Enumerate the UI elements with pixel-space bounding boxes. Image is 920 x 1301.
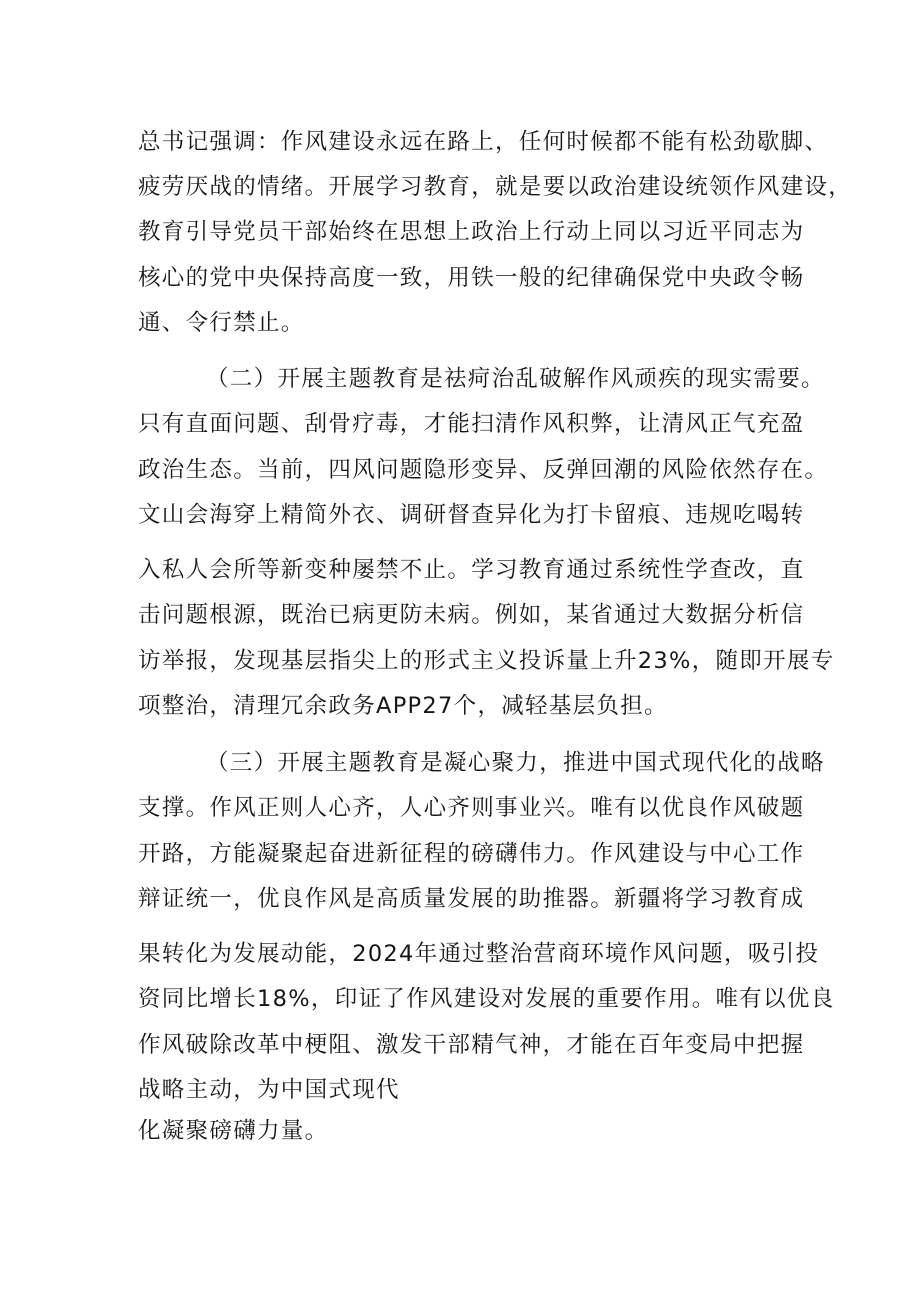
text-line-17: 辩证统一，优良作风是高质量发展的助推器。新疆将学习教育成 — [138, 886, 805, 912]
text-line-22: 化凝聚磅礴力量。 — [138, 1118, 329, 1144]
text-line-18: 果转化为发展动能，2024年通过整治营商环境作风问题，吸引投 — [138, 941, 820, 967]
text-line-7: 只有直面问题、刮骨疗毒，才能扫清作风积弊，让清风正气充盈 — [138, 411, 805, 437]
text-line-19: 资同比增长18%，印证了作风建设对发展的重要作用。唯有以优良 — [138, 986, 835, 1012]
text-line-13: 项整治，清理冗余政务APP27个，减轻基层负担。 — [138, 693, 668, 719]
text-line-1: 总书记强调：作风建设永远在路上，任何时候都不能有松劲歇脚、 — [138, 129, 829, 155]
text-line-11: 击问题根源，既治已病更防未病。例如，某省通过大数据分析信 — [138, 602, 805, 628]
text-line-5: 通、令行禁止。 — [138, 310, 305, 336]
text-line-20: 作风破除改革中梗阻、激发干部精气神，才能在百年变局中把握 — [138, 1032, 805, 1058]
text-line-12: 访举报，发现基层指尖上的形式主义投诉量上升23%，随即开展专 — [138, 648, 835, 674]
text-line-8: 政治生态。当前，四风问题隐形变异、反弹回潮的风险依然存在。 — [138, 457, 829, 483]
text-line-4: 核心的党中央保持高度一致，用铁一般的纪律确保党中央政令畅 — [138, 265, 805, 291]
text-line-16: 开路，方能凝聚起奋进新征程的磅礴伟力。作风建设与中心工作 — [138, 841, 805, 867]
text-line-15: 支撑。作风正则人心齐，人心齐则事业兴。唯有以优良作风破题 — [138, 795, 805, 821]
paragraph-2-heading-line: （二）开展主题教育是祛疴治乱破解作风顽疾的现实需要。 — [206, 366, 825, 392]
text-line-21: 战略主动，为中国式现代 — [138, 1077, 400, 1103]
paragraph-3-heading-line: （三）开展主题教育是凝心聚力，推进中国式现代化的战略 — [206, 750, 825, 776]
text-line-10: 入私人会所等新变种屡禁不止。学习教育通过系统性学查改，直 — [138, 557, 805, 583]
text-line-3: 教育引导党员干部始终在思想上政治上行动上同以习近平同志为 — [138, 219, 805, 245]
text-line-9: 文山会海穿上精简外衣、调研督查异化为打卡留痕、违规吃喝转 — [138, 502, 805, 528]
text-line-2: 疲劳厌战的情绪。开展学习教育，就是要以政治建设统领作风建设， — [138, 174, 853, 200]
